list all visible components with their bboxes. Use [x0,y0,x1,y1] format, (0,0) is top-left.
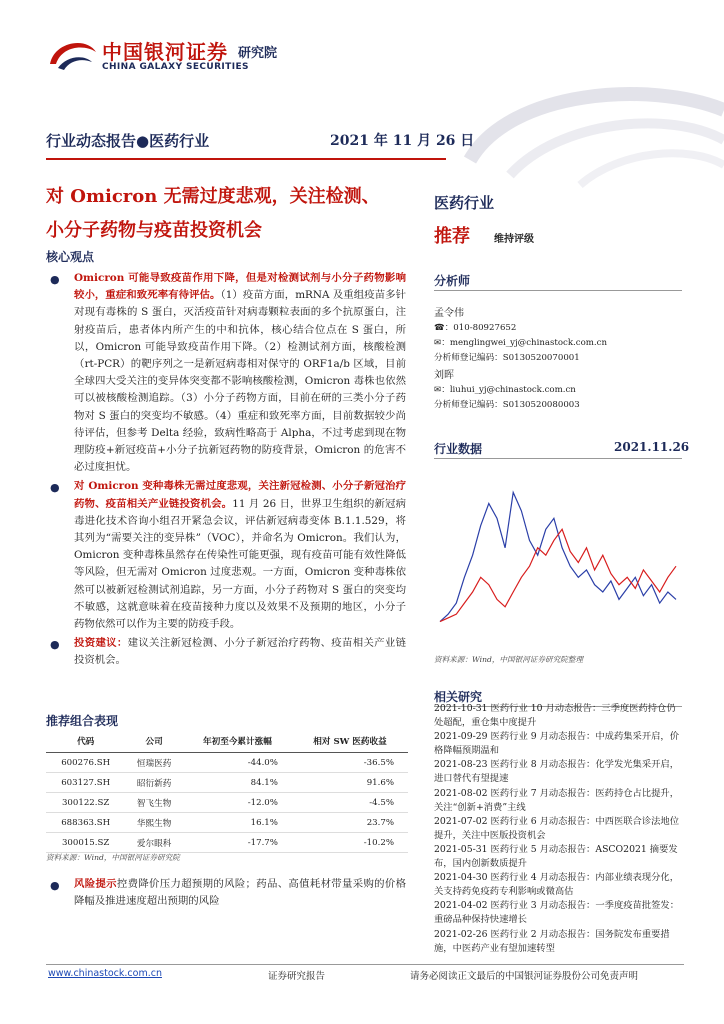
related-reports-list [434,702,682,956]
sector-label: 医药行业 [434,194,495,212]
related-report-item[interactable]: 2021-09-29 医药行业 9 月动态报告：中成药集采开启，价格降幅预期温和 [434,731,680,757]
bullet-dot-icon: ● [50,481,60,495]
industry-line-chart [434,464,682,648]
footer-divider [46,964,684,965]
table-cell: 84.1% [183,773,292,793]
analyst-email-row: ✉：menglingwei_yj@chinastock.com.cn [434,338,607,348]
report-title [46,180,416,248]
footer-disclaimer: 请务必阅读正文最后的中国银河证券股份公司免责声明 [410,971,639,982]
table-cell: 600276.SH [46,753,125,773]
table-cell: -12.0% [183,793,292,813]
analyst-phone: ☎：010-80927652 [434,323,517,333]
table-row [46,773,408,793]
footer-center: 证券研究报告 [268,971,326,982]
bullet-text: 11 月 26 日，世界卫生组织的新冠病毒进化技术咨询小组召开紧急会议，评估新冠病毒变体 B.1.1.529，将其列为“需要关注的变异株”（VOC），并命名为 Omicron。我们认为，Omicron 变种毒株虽然存在传染性可能更强，现有疫苗可能有效性降低等风险，但无需对 Omicron 过度悲观。一方面，Omicron 变种毒株依然可以被新冠检测试剂追踪，另一方面，小分子药物对 S 蛋白的突变均不敏感，这就意味着在疫苗接种力度以及效果不及预期的地区，小分子药物依然可以作为主要的防疫手段。 [74,497,406,631]
risk-text: 控费降价压力超预期的风险；药品、高值耗材带量采购的价格降幅及推进速度超出预期的风险 [74,878,407,908]
table-header: 代码 [46,730,125,753]
core-view-bullets [46,270,406,672]
table-header: 年初至今累计涨幅 [183,730,292,753]
risk-bullet [46,876,406,912]
table-header: 相对 SW 医药收益 [292,730,408,753]
table-cell: 智飞生物 [125,793,183,813]
analyst-email[interactable]: liuhui_yj@chinastock.com.cn [449,385,576,395]
table-cell: 91.6% [292,773,408,793]
bullet-highlight: Omicron 可能导致疫苗作用下降，但是对检测试剂与小分子药物影响较小，重症和致死率有待评估。 [74,272,406,302]
related-report-item[interactable]: 2021-08-23 医药行业 8 月动态报告：化学发光集采开启，进口替代有望提速 [434,759,680,785]
bullet-dot-icon: ● [50,879,60,892]
analyst-reg: 分析师登记编码：S0130520070001 [434,353,580,363]
rating-note: 维持评级 [494,234,534,245]
table-header: 公司 [125,730,183,753]
table-cell: 300015.SZ [46,833,125,853]
industry-data-title: 行业数据 [434,442,483,456]
company-logo-icon [44,34,100,74]
related-report-item[interactable]: 2021-10-31 医药行业 10 月动态报告：三季度医药持仓仍处超配，重仓集中度提升 [434,703,676,729]
email-icon: ✉ [434,338,442,348]
analyst-block-1 [434,306,682,366]
table-header-row [46,730,408,753]
analyst-section-title: 分析师 [434,274,471,288]
table-cell: 603127.SH [46,773,125,793]
bullet-item [46,635,406,669]
analyst-name: 孟令伟 [434,308,464,319]
table-cell: -4.5% [292,793,408,813]
table-cell: -36.5% [292,753,408,773]
risk-label: 风险提示 [74,878,117,890]
table-cell: 16.1% [183,813,292,833]
table-cell: 恒瑞医药 [125,753,183,773]
analyst-divider [434,290,682,291]
related-report-item[interactable]: 2021-02-26 医药行业 2 月动态报告：国务院发布重要措施，中医药产业有望加速转型 [434,928,670,954]
analyst-email[interactable]: menglingwei_yj@chinastock.com.cn [449,338,607,348]
related-report-item[interactable]: 2021-04-30 医药行业 4 月动态报告：内部业绩表现分化，关支持药免疫药专利影响或微高估 [434,872,680,898]
bullet-item [46,478,406,633]
related-report-item[interactable]: 2021-07-02 医药行业 6 月动态报告：中西医联合诊法地位提升，关注中医版投资机会 [434,815,680,841]
bullet-highlight: 对 Omicron 变种毒株无需过度悲观，关注新冠检测、小分子新冠治疗药物、疫苗相关产业链投资机会。 [74,480,406,510]
table-row [46,813,408,833]
related-reports-title: 相关研究 [434,690,483,704]
table-cell: 华熙生物 [125,813,183,833]
institute-name: 研究院 [238,46,278,61]
core-view-label: 核心观点 [46,250,95,264]
footer-website-link[interactable]: www.chinastock.com.cn [48,968,162,979]
bullet-text: （1）疫苗方面，mRNA 及重组疫苗多针对现有毒株的 S 蛋白，灭活疫苗针对病毒颗粒表面的多个抗原蛋白，注射疫苗后，患者体内所产生的中和抗体，核心结合位点在 S 蛋白，所以，Omicron 可能导致疫苗作用下降。（2）检测试剂方面，核酸检测（rt-PCR）的靶序列之一是新冠病毒相对保守的 ORF1a/b 区域，目前全球四大受关注的变异体突变都不影响核酸检测，Omicron 毒株也依然可以被核酸检测追踪。（3）小分子药物方面，目前在研的三类小分子药物对 S 蛋白的突变均不敏感。（4）重症和致死率方面，目前数据较少尚待评估，但参考 Delta 经验，致病性略高于 Alpha，不过考虑到现在物理防疫+新冠疫苗+小分子抗新冠药物的防疫背景，Omicron 的危害不必过度担忧。 [74,289,407,474]
table-row [46,793,408,813]
bullet-text: 建议关注新冠检测、小分子新冠治疗药物、疫苗相关产业链投资机会。 [74,637,407,667]
industry-data-divider [434,458,682,459]
table-cell: 23.7% [292,813,408,833]
company-name-en: CHINA GALAXY SECURITIES [102,62,249,72]
portfolio-title: 推荐组合表现 [46,714,119,728]
table-cell: 爱尔眼科 [125,833,183,853]
bullet-item [46,876,406,910]
report-date: 2021 年 11 月 26 日 [330,133,475,149]
analyst-name: 刘晖 [434,370,454,381]
table-row [46,833,408,853]
report-title-line: 小分子药物与疫苗投资机会 [46,220,262,241]
related-report-item[interactable]: 2021-05-31 医药行业 5 月动态报告：ASCO2021 摘要发布，国内创新数质提升 [434,843,678,870]
bullet-item [46,270,406,476]
table-cell: -44.0% [183,753,292,773]
related-report-item[interactable]: 2021-08-02 医药行业 7 月动态报告：医药持仓占比提升，关注“创新+消费”主线 [434,787,680,813]
email-icon: ✉ [434,385,442,395]
related-report-item[interactable]: 2021-04-02 医药行业 3 月动态报告：一季度疫苗批签发：重磅品种保持快速增长 [434,900,680,926]
report-type: 行业动态报告●医药行业 [46,132,210,150]
industry-data-date: 2021.11.26 [614,440,690,454]
company-name-cn: 中国银河证券 [102,40,228,64]
table-row [46,753,408,773]
portfolio-source: 资料来源：Wind，中国银河证券研究院 [46,853,180,862]
rating-label: 推荐 [434,226,470,247]
analyst-reg: 分析师登记编码：S0130520080003 [434,400,580,410]
analyst-email-row: ✉：liuhui_yj@chinastock.com.cn [434,385,576,395]
header-divider [46,158,446,160]
report-title-line: 对 Omicron 无需过度悲观，关注检测、 [46,186,380,207]
table-cell: 昭衍新药 [125,773,183,793]
bullet-dot-icon: ● [50,273,60,286]
bullet-dot-icon: ● [50,638,60,652]
bullet-highlight: 投资建议： [74,637,128,650]
table-cell: -17.7% [183,833,292,853]
table-cell: -10.2% [292,833,408,853]
chart-series-line [440,492,676,621]
portfolio-table [46,730,408,853]
analyst-block-2 [434,368,682,413]
chart-source: 资料来源：Wind，中国银河证券研究院整理 [434,655,583,664]
table-cell: 300122.SZ [46,793,125,813]
table-cell: 688363.SH [46,813,125,833]
